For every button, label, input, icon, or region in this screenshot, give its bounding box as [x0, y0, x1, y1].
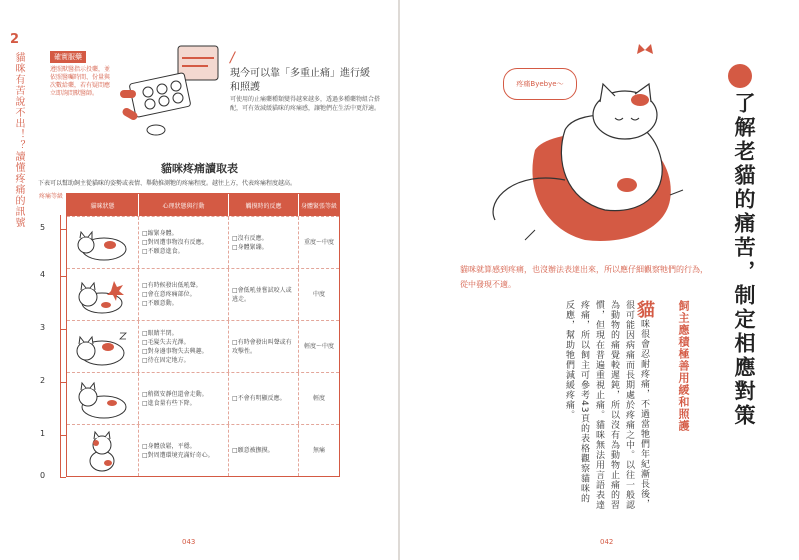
behavior-item: □身體放鬆，平穩。	[142, 442, 196, 450]
cat-hurting-icon	[70, 273, 134, 317]
illustration-caption: 貓咪就算感到疼痛，也沒辦法表達出來，所以應仔細觀察牠們的行為，從中發現不適。	[460, 265, 708, 289]
behavior-item: □縮緊身體。	[142, 230, 178, 237]
cat-illustration-cell	[67, 269, 139, 320]
behavior-item: □稍微安靜但還會走動。	[142, 390, 208, 398]
tip-number: /	[230, 50, 235, 66]
cat-sitting-icon	[70, 429, 134, 473]
behavior-cell	[139, 373, 229, 424]
scale-tick: 5	[40, 223, 46, 232]
behavior-item: □進食量有些下降。	[142, 399, 196, 407]
pain-reading-table	[66, 193, 340, 477]
touch-cell	[229, 321, 299, 372]
scale-tick: 4	[40, 270, 46, 279]
table-title: 貓咪疼痛讀取表	[161, 162, 238, 175]
table-description: 下表可以幫助飼主從貓咪的姿勢或表情、舉動推測牠的疼痛程度。越往上方，代表疼痛程度越高。	[38, 180, 297, 187]
level-cell: 重度～中度	[303, 239, 334, 246]
table-row	[67, 268, 339, 320]
level-cell: 輕度～中度	[303, 343, 334, 350]
cat-illustration-cell	[67, 321, 139, 372]
behavior-item: □對身邊事物失去興趣。	[142, 347, 208, 355]
level-cell: 無痛	[312, 447, 325, 454]
behavior-item: □不願意進食。	[142, 248, 184, 255]
behavior-cell	[139, 269, 229, 320]
cat-resting-icon	[70, 377, 134, 421]
behavior-item: □對周遭事物沒有反應。	[142, 239, 208, 246]
behavior-item: □待在固定地方。	[142, 356, 190, 364]
left-page	[0, 0, 399, 560]
column-header: 身體緊張等級	[300, 202, 337, 210]
cat-on-cushion-illustration	[455, 40, 695, 260]
page-number-left: 043	[182, 538, 196, 546]
behavior-item: □眼睛半閉。	[142, 329, 178, 337]
touch-item: □沒有反應。	[232, 234, 268, 242]
sub-heading: 飼主應積極善用緩和照護	[677, 300, 690, 432]
note-title: 確實服藥	[50, 51, 86, 63]
behavior-item: □毛髮失去光澤。	[142, 338, 190, 346]
cat-illustration-cell	[67, 217, 139, 268]
behavior-item: □不願意動。	[142, 300, 178, 307]
behavior-item: □會在意疼痛部位。	[142, 291, 196, 298]
body-paragraph: 咪很會忍耐疼痛，不過當牠們年紀漸長後，很可能因病痛而長期處於疼痛之中。以往一般認為動物的痛覺較遲鈍，所以沒有為動物止痛的習慣，但現在普遍重視止痛。貓咪無法用言語表達疼痛，所以飼主可參考43頁的表格觀察貓咪的反應，幫助牠們減緩疼痛。	[564, 300, 649, 510]
medicine-illustration	[118, 40, 222, 140]
touch-item: □願意被撫摸。	[232, 447, 274, 454]
scale-tick: 2	[40, 376, 46, 385]
scale-tick: 1	[40, 429, 46, 438]
behavior-cell	[139, 321, 229, 372]
scale-line	[60, 215, 61, 477]
table-row	[67, 372, 339, 424]
touch-cell	[229, 269, 299, 320]
column-header: 觸摸時的反應	[229, 194, 299, 216]
scale-tick: 3	[40, 323, 46, 332]
behavior-item: □有時候發出低吼聲。	[142, 282, 202, 289]
drop-cap: 貓	[634, 300, 655, 319]
scale-tickmark	[60, 477, 66, 478]
cat-curled-icon	[70, 221, 134, 265]
page-number-right: 042	[600, 538, 614, 546]
touch-item: □不會有明顯反應。	[232, 395, 286, 402]
touch-item: □身體緊繃。	[232, 243, 268, 251]
behavior-cell	[139, 217, 229, 268]
tip-text: 可使用的止痛藥種類變得越來越多，透過多種藥物組合搭配，可有效減緩貓咪的疼痛感，讓牠們在生活中更舒適。	[230, 96, 381, 112]
medication-note	[50, 44, 114, 98]
cat-illustration-cell	[67, 373, 139, 424]
touch-cell	[229, 217, 299, 268]
column-header: 心理狀態與行動	[139, 194, 229, 216]
level-cell: 輕度	[312, 395, 325, 402]
touch-item: □會低吼並嘗試咬人或逃走。	[232, 286, 292, 303]
chapter-side-title: 貓咪有苦說不出！？讀懂疼痛的訊號	[13, 52, 24, 228]
table-row	[67, 216, 339, 268]
touch-cell	[229, 373, 299, 424]
speech-bubble: 疼痛Byebye～	[503, 68, 577, 100]
pain-scale	[36, 193, 66, 485]
touch-cell	[229, 425, 299, 476]
column-header: 貓咪狀態	[67, 194, 139, 216]
body-text	[486, 300, 655, 510]
cat-sleepy-icon	[70, 325, 134, 369]
table-row	[67, 424, 339, 476]
level-cell: 中度	[312, 291, 325, 298]
behavior-item: □對周遭環境充滿好奇心。	[142, 451, 214, 459]
scale-label: 疼痛等級	[38, 193, 63, 200]
section-number: 2	[10, 32, 20, 47]
touch-item: □有時會發出叫聲或有攻擊性。	[232, 338, 292, 355]
table-header	[67, 194, 339, 216]
cat-badge-icon	[728, 64, 752, 88]
behavior-cell	[139, 425, 229, 476]
table-row	[67, 320, 339, 372]
cat-illustration-cell	[67, 425, 139, 476]
tip-heading: 現今可以靠「多重止痛」進行緩和照護	[230, 68, 370, 93]
page-title: 了解老貓的痛苦，制定相應對策	[732, 92, 756, 428]
note-text: 遵照獸醫指示投藥，並依照醫囑時間、份量與次數給藥，若有疑問應立即詢問獸醫師。	[50, 66, 111, 97]
scale-tick: 0	[40, 471, 46, 480]
